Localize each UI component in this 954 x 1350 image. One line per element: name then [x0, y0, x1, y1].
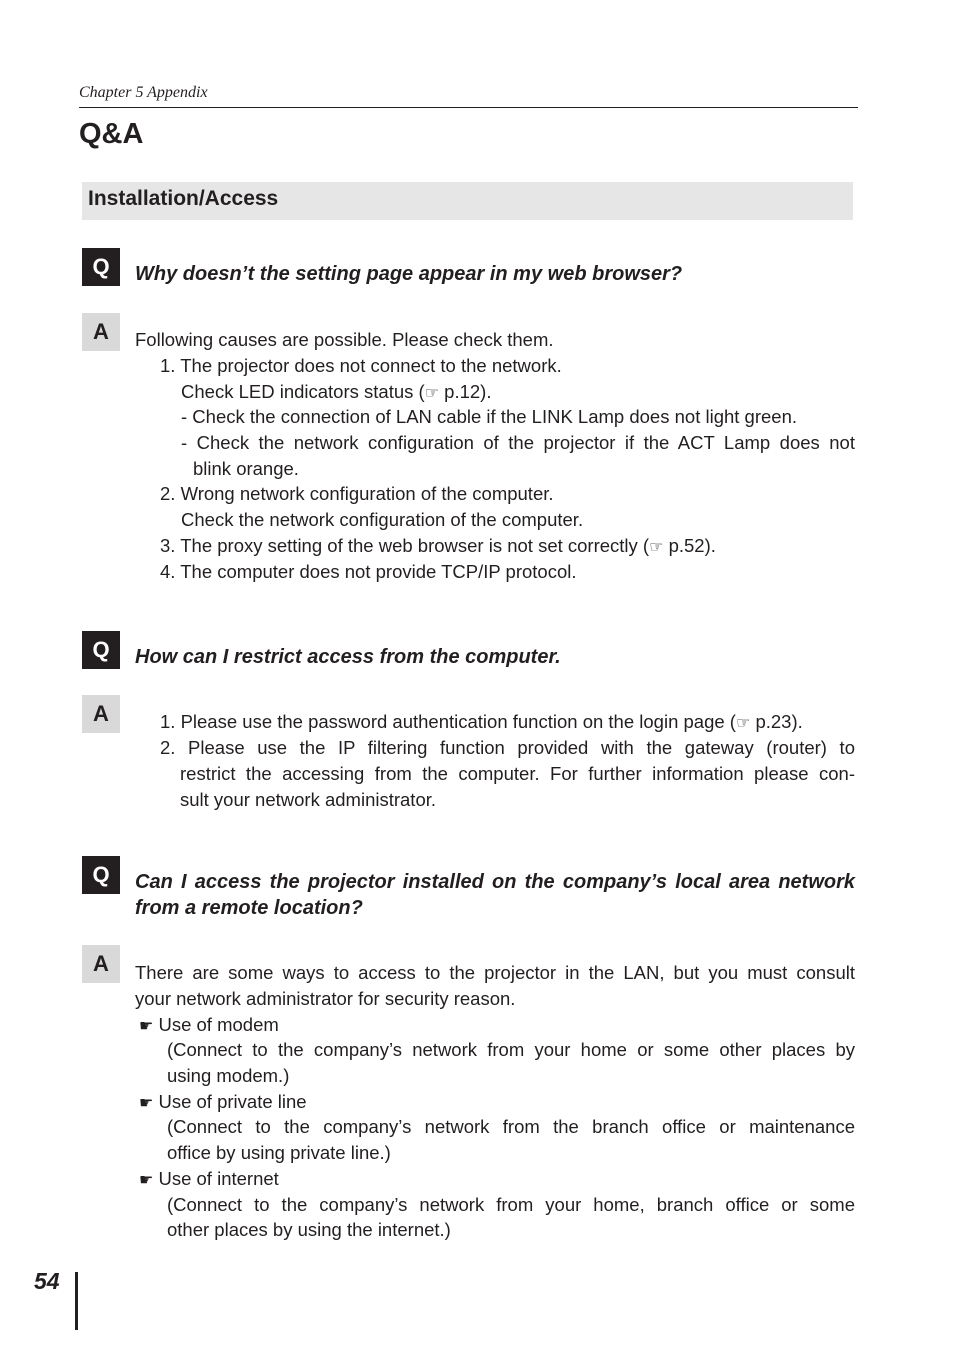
answer-3-intro-cont: your network administrator for security reason.	[135, 988, 516, 1009]
answer-1-item-4: 4. The computer does not provide TCP/IP protocol.	[160, 561, 577, 582]
answer-3-bullet-1-desc-cont: using modem.)	[167, 1065, 290, 1086]
question-2: How can I restrict access from the computer.	[135, 646, 561, 668]
answer-1-item-2: 2. Wrong network configuration of the computer.	[160, 483, 554, 504]
question-3-line-1: Can I access the projector installed on the company’s local area network	[135, 871, 855, 893]
answer-2-item-2-end: sult your network administrator.	[180, 789, 437, 810]
answer-1-item-3: 3. The proxy setting of the web browser is not set correctly (☞ p.52).	[160, 533, 716, 561]
answer-3-bullet-3-desc: (Connect to the company’s network from your home, branch office or some	[167, 1194, 855, 1215]
reference-icon: ☞	[424, 385, 440, 402]
answer-2-item-1: 1. Please use the password authentication function on the login page (☞ p.23).	[160, 709, 803, 737]
question-badge-3: Q	[82, 856, 120, 894]
pointing-hand-icon: ☛	[139, 1172, 154, 1189]
answer-1-item-1: 1. The projector does not connect to the network.	[160, 355, 562, 376]
answer-3-bullet-1-desc: (Connect to the company’s network from your home or some other places by	[167, 1039, 855, 1060]
page-number: 54	[34, 1268, 60, 1294]
answer-3-bullet-2: ☛ Use of private line	[139, 1089, 307, 1117]
answer-badge-3: A	[82, 945, 120, 983]
question-badge-1: Q	[82, 248, 120, 286]
answer-3-bullet-3-desc-cont: other places by using the internet.)	[167, 1219, 451, 1240]
answer-3-bullet-3: ☛ Use of internet	[139, 1166, 279, 1194]
reference-icon: ☞	[649, 539, 664, 556]
answer-1-intro: Following causes are possible. Please check them.	[135, 329, 554, 350]
page-number-bar	[75, 1272, 78, 1330]
answer-3-bullet-1: ☛ Use of modem	[139, 1012, 279, 1040]
answer-badge-1: A	[82, 313, 120, 351]
pointing-hand-icon: ☛	[139, 1095, 154, 1112]
page-title: Q&A	[79, 118, 144, 150]
section-bar	[82, 182, 853, 220]
question-badge-2: Q	[82, 631, 120, 669]
answer-1-item-2-sub: Check the network configuration of the computer.	[181, 509, 584, 530]
answer-1-dash-2-cont: blink orange.	[193, 458, 299, 479]
question-1: Why doesn’t the setting page appear in my web browser?	[135, 263, 683, 285]
answer-2-item-2: 2. Please use the IP filtering function provided with the gateway (router) to	[160, 737, 855, 758]
answer-1-dash-2: - Check the network configuration of the projector if the ACT Lamp does not	[181, 432, 855, 453]
answer-2-item-2-cont: restrict the accessing from the computer. For further information please con-	[180, 763, 855, 784]
pointing-hand-icon: ☛	[139, 1018, 154, 1035]
answer-badge-2: A	[82, 695, 120, 733]
answer-3-bullet-2-desc: (Connect to the company’s network from the branch office or maintenance	[167, 1116, 855, 1137]
question-3-line-2: from a remote location?	[135, 897, 363, 919]
answer-1-item-1-sub: Check LED indicators status (☞ p.12).	[181, 379, 491, 407]
header-rule	[79, 107, 858, 108]
section-title: Installation/Access	[88, 187, 279, 210]
answer-3-intro: There are some ways to access to the projector in the LAN, but you must consult	[135, 962, 855, 983]
reference-icon: ☞	[735, 715, 751, 732]
chapter-header: Chapter 5 Appendix	[79, 84, 208, 101]
answer-3-bullet-2-desc-cont: office by using private line.)	[167, 1142, 391, 1163]
answer-1-dash-1: - Check the connection of LAN cable if the LINK Lamp does not light green.	[181, 406, 798, 427]
